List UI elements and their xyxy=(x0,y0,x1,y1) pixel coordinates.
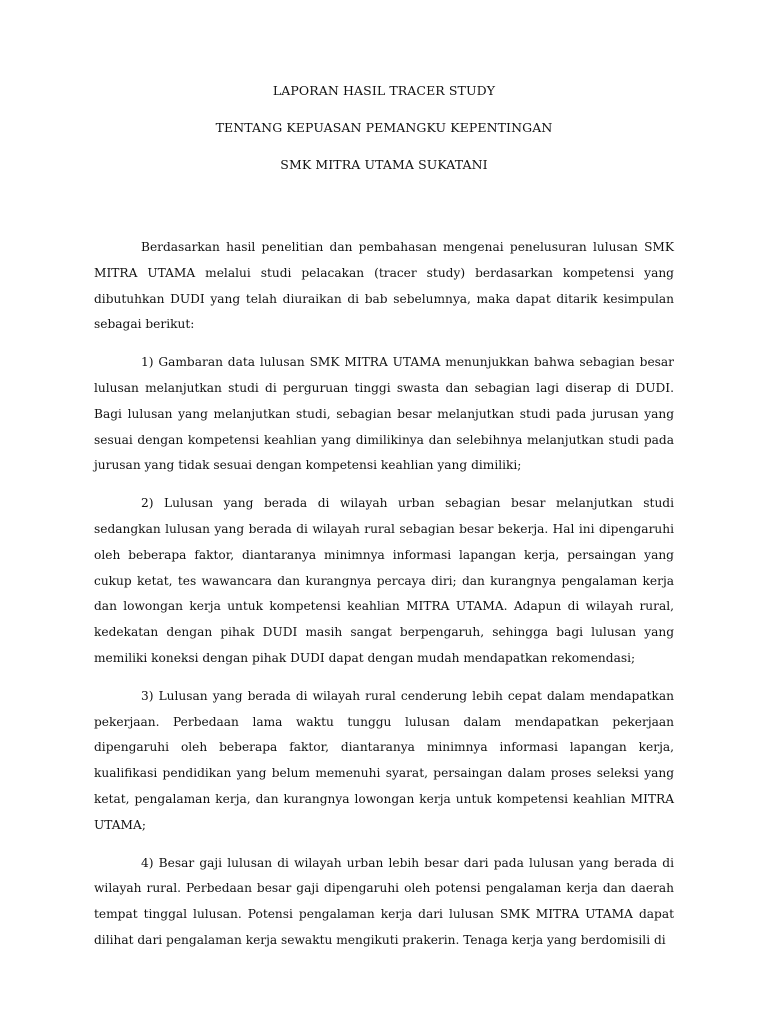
report-subtitle: TENTANG KEPUASAN PEMANGKU KEPENTINGAN xyxy=(215,120,553,135)
conclusion-item-1: 1) Gambaran data lulusan SMK MITRA UTAMA menunjukkan bahwa sebagian besar lulusan melanjutkan studi di perguruan tinggi swasta dan sebagian lagi diserap di DUDI. Bagi lulusan yang melanjutkan studi, sebagian besar melanjutkan studi pada jurusan yang sesuai dengan kompetensi keahlian yang dimilikinya dan selebihnya melanjutkan studi pada jurusan yang tidak sesuai dengan kompetensi keahlian yang dimiliki; xyxy=(94,355,674,473)
report-title: LAPORAN HASIL TRACER STUDY xyxy=(272,83,496,98)
document-body xyxy=(94,235,674,954)
document-header xyxy=(94,82,674,193)
intro-paragraph: Berdasarkan hasil penelitian dan pembahasan mengenai penelusuran lulusan SMK MITRA UTAMA melalui studi pelacakan (tracer study) berdasarkan kompetensi yang dibutuhkan DUDI yang telah diuraikan di bab sebelumnya, maka dapat ditarik kesimpulan sebagai berikut: xyxy=(94,240,674,332)
conclusion-item-3: 3) Lulusan yang berada di wilayah rural cenderung lebih cepat dalam mendapatkan pekerjaan. Perbedaan lama waktu tunggu lulusan dalam mendapatkan pekerjaan dipengaruhi oleh beberapa faktor, diantaranya minimnya informasi lapangan kerja, kualifikasi pendidikan yang belum memenuhi syarat, persaingan dalam proses seleksi yang ketat, pengalaman kerja, dan kurangnya lowongan kerja untuk kompetensi keahlian MITRA UTAMA; xyxy=(94,688,674,832)
conclusion-item-2: 2) Lulusan yang berada di wilayah urban sebagian besar melanjutkan studi sedangkan lulusan yang berada di wilayah rural sebagian besar bekerja. Hal ini dipengaruhi oleh beberapa faktor, diantaranya minimnya informasi lapangan kerja, persaingan yang cukup ketat, tes wawancara dan kurangnya percaya diri; dan kurangnya pengalaman kerja dan lowongan kerja untuk kompetensi keahlian MITRA UTAMA. Adapun di wilayah rural, kedekatan dengan pihak DUDI masih sangat berpengaruh, sehingga bagi lulusan yang memiliki koneksi dengan pihak DUDI dapat dengan mudah mendapatkan rekomendasi; xyxy=(94,496,674,665)
school-name: SMK MITRA UTAMA SUKATANI xyxy=(280,157,488,172)
conclusion-item-4: 4) Besar gaji lulusan di wilayah urban lebih besar dari pada lulusan yang berada di wilayah rural. Perbedaan besar gaji dipengaruhi oleh potensi pengalaman kerja dan daerah tempat tinggal lulusan. Potensi pengalaman kerja dari lulusan SMK MITRA UTAMA dapat dilihat dari pengalaman kerja sewaktu mengikuti prakerin. Tenaga kerja yang berdomisili di xyxy=(94,855,674,947)
